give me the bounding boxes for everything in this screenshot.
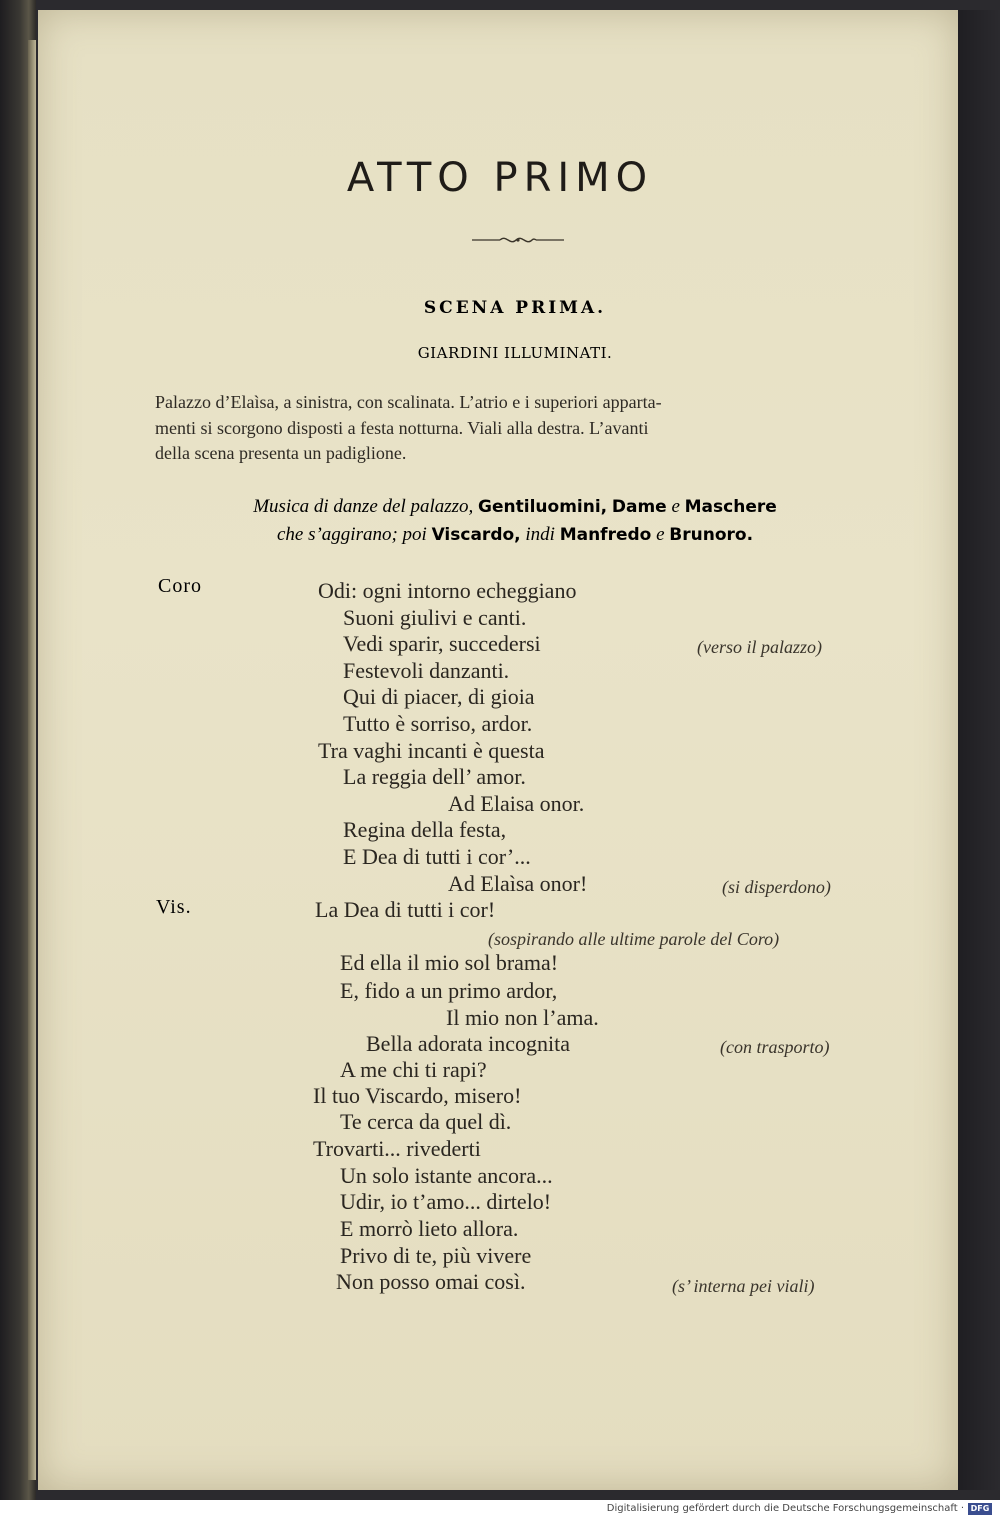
verse-line: Vedi sparir, succedersi	[343, 631, 541, 656]
speaker-coro: Coro	[158, 575, 202, 597]
verse-line: Te cerca da quel dì.	[340, 1109, 512, 1134]
verse-line: Ad Elaìsa onor!	[448, 871, 588, 896]
verse-line: Qui di piacer, di gioia	[343, 684, 535, 709]
verse-line: Non posso omai così.	[336, 1269, 526, 1294]
background-right	[958, 10, 1000, 1490]
verse-line: E, fido a un primo ardor,	[340, 978, 558, 1003]
stage-direction: (s’ interna pei viali)	[672, 1276, 815, 1296]
description-line: Palazzo d’Elaìsa, a sinistra, con scalinata. L’atrio e i superiori apparta-	[155, 392, 662, 412]
verse-line: E morrò lieto allora.	[340, 1216, 519, 1241]
stage-description	[155, 390, 875, 467]
verse-line: Il tuo Viscardo, misero!	[313, 1083, 522, 1108]
character-name: Manfredo	[559, 525, 652, 545]
verse-line: Tra vaghi incanti è questa	[318, 738, 545, 763]
characters-line-2	[150, 524, 880, 546]
characters-text: che s’aggirano; poi	[276, 524, 427, 545]
verse-line: Tutto è sorriso, ardor.	[343, 711, 533, 736]
ornament-divider-icon	[470, 232, 566, 248]
stage-direction: (verso il palazzo)	[697, 637, 822, 657]
page-edge-left	[28, 40, 36, 1480]
dfg-logo: DFG	[968, 1503, 992, 1515]
verse-line: Un solo istante ancora...	[340, 1163, 553, 1188]
verse-line: E Dea di tutti i cor’...	[343, 844, 531, 869]
character-name: Dame	[611, 497, 667, 517]
verse-line: Suoni giulivi e canti.	[343, 605, 527, 630]
verse-line: La Dea di tutti i cor!	[315, 897, 496, 922]
characters-text: Musica di danze del palazzo,	[253, 496, 474, 517]
verse-line: La reggia dell’ amor.	[343, 764, 526, 789]
stage-direction: (sospirando alle ultime parole del Coro)	[488, 929, 780, 949]
description-line: menti si scorgono disposti a festa notturna. Viali alla destra. L’avanti	[155, 417, 649, 438]
characters-text: indi	[525, 524, 555, 545]
funding-credit: Digitalisierung gefördert durch die Deutsche Forschungsgemeinschaft ·	[606, 1503, 964, 1514]
description-line: della scena presenta un padiglione.	[155, 443, 407, 463]
scene-setting: GIARDINI ILLUMINATI.	[417, 344, 613, 362]
verse-line: Ad Elaisa onor.	[448, 791, 585, 816]
character-name: Gentiluomini,	[478, 497, 608, 517]
act-title: ATTO PRIMO	[346, 155, 654, 201]
characters-line-1	[150, 496, 880, 518]
characters-text: e	[656, 524, 665, 545]
scene-heading: SCENA PRIMA.	[423, 298, 607, 318]
verse-line: Privo di te, più vivere	[340, 1243, 532, 1268]
stage-direction: (si disperdono)	[722, 877, 831, 897]
verse-line: Trovarti... rivederti	[313, 1136, 481, 1161]
verse-line: Odi: ogni intorno echeggiano	[318, 578, 577, 603]
verse-line: Regina della festa,	[343, 817, 507, 842]
verse-line: Udir, io t’amo... dirtelo!	[340, 1189, 552, 1214]
verse-line: Il mio non l’ama.	[446, 1005, 599, 1030]
verse-line: Festevoli danzanti.	[343, 658, 510, 683]
verse-line: A me chi ti rapi?	[340, 1057, 487, 1082]
character-name: Viscardo,	[431, 525, 521, 545]
characters-text: e	[671, 496, 680, 517]
verse-line: Bella adorata incognita	[366, 1031, 571, 1056]
character-name: Brunoro.	[669, 525, 754, 545]
character-name: Maschere	[684, 497, 777, 517]
speaker-vis: Vis.	[156, 896, 192, 918]
verse-line: Ed ella il mio sol brama!	[340, 950, 559, 975]
stage-direction: (con trasporto)	[720, 1037, 830, 1057]
